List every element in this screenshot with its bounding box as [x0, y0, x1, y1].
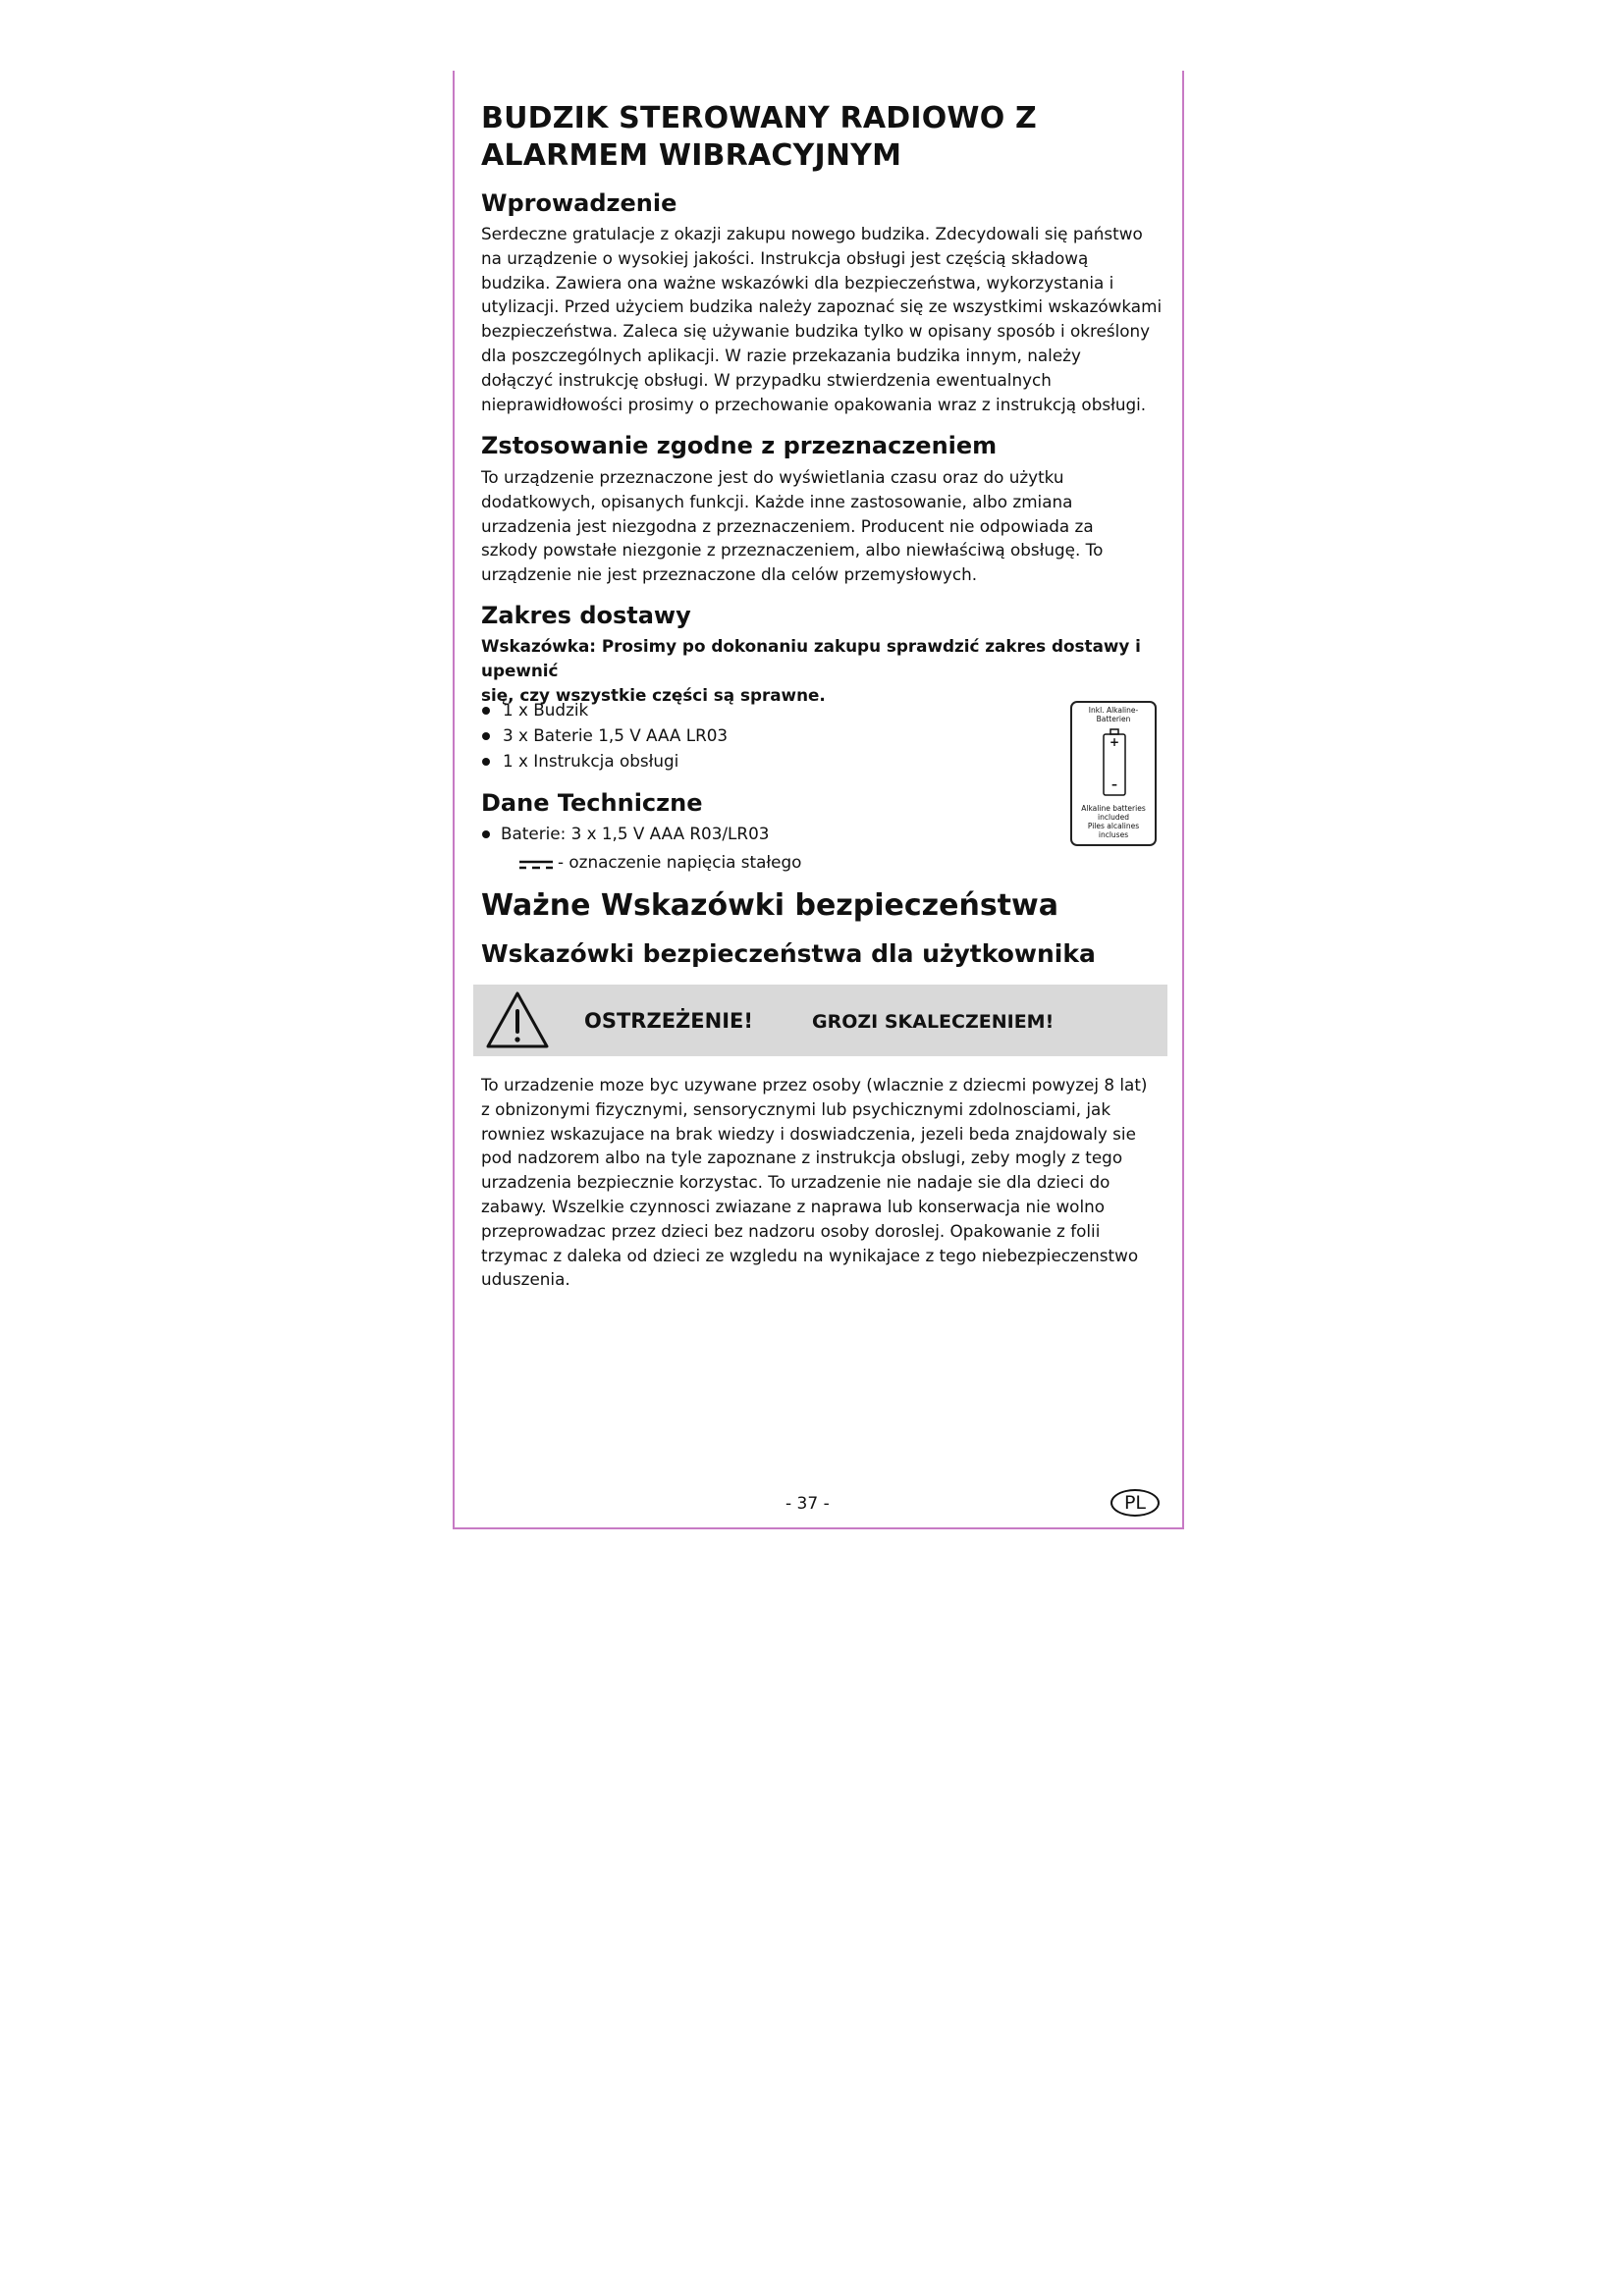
safety-line: przeprowadzac przez dzieci bez nadzoru osoby doroslej. Opakowanie z folii: [481, 1220, 1101, 1241]
intro-line: nieprawidłowości prosimy o przechowanie opakowania wraz z instrukcją obsługi.: [481, 394, 1147, 414]
intro-line: na urządzenie o wysokiej jakości. Instrukcja obsługi jest częścią składową: [481, 247, 1089, 268]
tech-heading: Dane Techniczne: [481, 789, 703, 817]
warning-label: OSTRZEŻENIE!: [584, 1009, 753, 1033]
list-item: 3 x Baterie 1,5 V AAA LR03: [481, 722, 1070, 748]
delivery-heading: Zakres dostawy: [481, 602, 691, 629]
intro-line: budzika. Zawiera ona ważne wskazówki dla bezpieczeństwa, wykorzystania i: [481, 272, 1114, 293]
warning-banner: [473, 985, 1167, 1056]
intro-line: dołączyć instrukcję obsługi. W przypadku stwierdzenia ewentualnych: [481, 369, 1052, 390]
usage-line: urządzenie nie jest przeznaczone dla celów przemysłowych.: [481, 564, 978, 585]
intro-heading: Wprowadzenie: [481, 189, 677, 217]
tech-list: [481, 821, 1070, 846]
warning-text: GROZI SKALECZENIEM!: [812, 1011, 1055, 1033]
delivery-note-line: się, czy wszystkie części są sprawne.: [481, 684, 826, 705]
list-item: 1 x Budzik: [481, 697, 1070, 722]
badge-bottom-text-en: Alkaline batteries included: [1081, 804, 1146, 822]
badge-top-text: Inkl. Alkaline-Batterien: [1088, 706, 1139, 723]
usage-line: dodatkowych, opisanych funkcji. Każde inne zastosowanie, albo zmiana: [481, 491, 1073, 511]
safety-paragraph: [481, 1073, 1168, 1292]
battery-plus-sign: +: [1109, 735, 1120, 749]
intro-line: Serdeczne gratulacje z okazji zakupu nowego budzika. Zdecydowali się państwo: [481, 224, 1143, 243]
safety-line: zabawy. Wszelkie czynnosci zwiazane z naprawa lub konserwacja nie wolno: [481, 1196, 1106, 1216]
safety-heading: Ważne Wskazówki bezpieczeństwa: [481, 888, 1058, 923]
safety-line: uduszenia.: [481, 1269, 570, 1290]
safety-line: z obnizonymi fizycznymi, sensorycznymi lub psychicznymi zdolnosciami, jak: [481, 1098, 1111, 1119]
safety-line: To urzadzenie moze byc uzywane przez osoby (wlacznie z dziecmi powyzej 8 lat): [481, 1075, 1148, 1095]
usage-line: urzadzenia jest niezgodna z przeznaczeniem. Producent nie odpowiada za: [481, 515, 1094, 536]
battery-minus-sign: –: [1111, 777, 1117, 791]
delivery-note-line: Wskazówka: Prosimy po dokonaniu zakupu sprawdzić zakres dostawy i upewnić: [481, 636, 1141, 680]
intro-line: dla poszczególnych aplikacji. W razie przekazania budzika innym, należy: [481, 345, 1081, 365]
safety-line: urzadzenia bezpiecznie korzystac. To urzadzenie nie nadaje sie dla dzieci do: [481, 1172, 1110, 1193]
usage-heading: Zstosowanie zgodne z przeznaczeniem: [481, 432, 998, 459]
intro-line: utylizacji. Przed użyciem budzika należy zapoznać się ze wszystkimi wskazówkami: [481, 296, 1163, 317]
language-badge: PL: [1110, 1489, 1160, 1517]
dc-voltage-icon: [518, 858, 554, 872]
warning-triangle-icon: [485, 990, 550, 1049]
usage-paragraph: [481, 465, 1168, 587]
page-number: - 37 -: [785, 1494, 830, 1514]
document-title: BUDZIK STEROWANY RADIOWO Z ALARMEM WIBRACYJNYM: [481, 101, 1038, 173]
list-item: Baterie: 3 x 1,5 V AAA R03/LR03: [481, 821, 1070, 846]
safety-line: rowniez wskazujace na brak wiedzy i doswiadczenia, jezeli beda znajdowaly sie: [481, 1123, 1136, 1144]
intro-line: bezpieczeństwa. Zaleca się używanie budzika tylko w opisany sposób i określony: [481, 321, 1151, 342]
batteries-included-badge: [1070, 701, 1157, 846]
badge-bottom-text-fr: Piles alcalines incluses: [1087, 822, 1140, 839]
safety-line: trzymac z daleka od dzieci ze wzgledu na wynikajace z tego niebezpieczenstwo: [481, 1245, 1139, 1265]
usage-line: To urządzenie przeznaczone jest do wyświetlania czasu oraz do użytku: [481, 467, 1064, 487]
intro-paragraph: [481, 222, 1168, 416]
dc-note: - oznaczenie napięcia stałego: [558, 852, 802, 872]
delivery-list: [481, 697, 1070, 774]
usage-line: szkody powstałe niezgonie z przeznaczeniem, albo niewłaściwą obsługę. To: [481, 540, 1104, 561]
safety-line: pod nadzorem albo na tyle zapoznane z instrukcja obslugi, zeby mogly z tego: [481, 1148, 1123, 1168]
safety-subheading: Wskazówki bezpieczeństwa dla użytkownika: [481, 939, 1096, 968]
list-item: 1 x Instrukcja obsługi: [481, 748, 1070, 774]
